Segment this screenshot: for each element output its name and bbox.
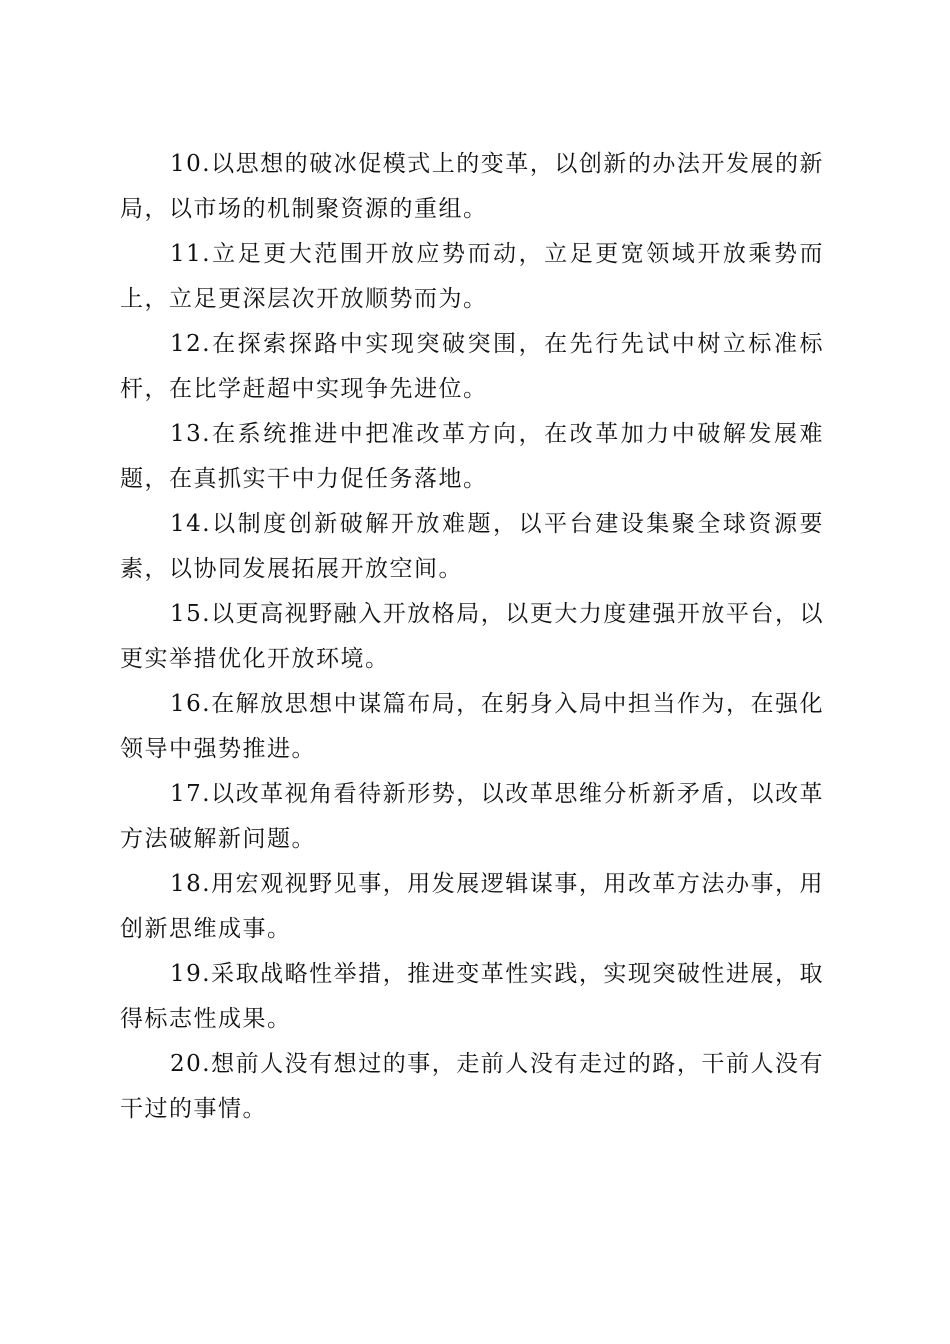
paragraph-17: 17.以改革视角看待新形势，以改革思维分析新矛盾，以改革方法破解新问题。 bbox=[120, 781, 824, 852]
document-body bbox=[120, 142, 824, 1132]
paragraph-18: 18.用宏观视野见事，用发展逻辑谋事，用改革方法办事，用创新思维成事。 bbox=[120, 871, 824, 942]
paragraph-16: 16.在解放思想中谋篇布局，在躬身入局中担当作为，在强化领导中强势推进。 bbox=[120, 691, 824, 762]
paragraph-20: 20.想前人没有想过的事，走前人没有走过的路，干前人没有干过的事情。 bbox=[120, 1051, 824, 1122]
paragraph-13: 13.在系统推进中把准改革方向，在改革加力中破解发展难题，在真抓实干中力促任务落地。 bbox=[120, 421, 824, 492]
paragraph-14: 14.以制度创新破解开放难题，以平台建设集聚全球资源要素，以协同发展拓展开放空间。 bbox=[120, 511, 824, 582]
paragraph-12: 12.在探索探路中实现突破突围，在先行先试中树立标准标杆，在比学赶超中实现争先进位。 bbox=[120, 331, 824, 402]
paragraph-10: 10.以思想的破冰促模式上的变革，以创新的办法开发展的新局，以市场的机制聚资源的重组。 bbox=[120, 151, 824, 222]
paragraph-11: 11.立足更大范围开放应势而动，立足更宽领域开放乘势而上，立足更深层次开放顺势而为。 bbox=[120, 241, 824, 312]
paragraph-19: 19.采取战略性举措，推进变革性实践，实现突破性进展，取得标志性成果。 bbox=[120, 961, 824, 1032]
paragraph-15: 15.以更高视野融入开放格局，以更大力度建强开放平台，以更实举措优化开放环境。 bbox=[120, 601, 824, 672]
